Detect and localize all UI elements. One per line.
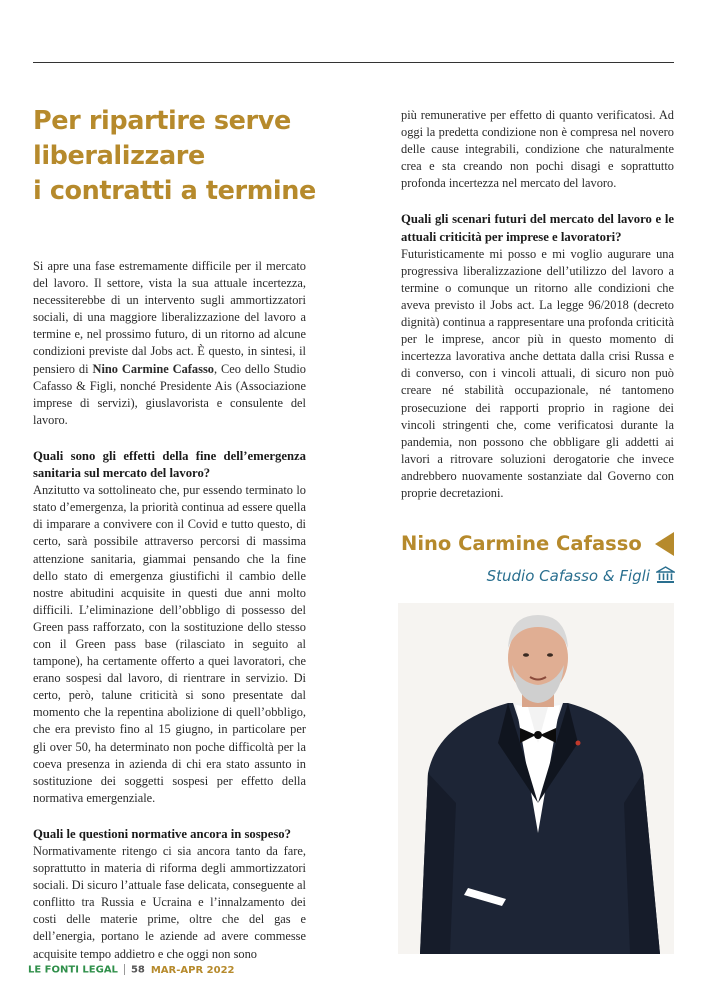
question-3: Quali gli scenari futuri del mercato del lavoro e le attuali criticità per imprese e lavoratori?: [401, 212, 674, 244]
answer-2: Normativamente ritengo ci sia ancora tanto da fare, soprattutto in materia di riforma degli ammortizzatori sociali. Di sicuro l’attuale fase delicata, conseguente al conflitto tra Russia e Ucraina e l’innalzamento dei costi delle materie prime, oltre che del gas e dell’energia, portano le aziende ad avere commesse acquisite tempo addietro e che oggi non sono: [33, 844, 306, 961]
left-column: [33, 258, 306, 963]
issue-date: MAR-APR 2022: [150, 964, 235, 976]
profile-name: Nino Carmine Cafasso: [401, 532, 642, 555]
title-line-2: liberalizzare: [33, 141, 205, 171]
triangle-arrow-icon: [655, 532, 674, 556]
intro-name: Nino Carmine Cafasso: [92, 361, 214, 376]
question-2: Quali le questioni normative ancora in sospeso?: [33, 826, 291, 841]
intro-tail: , Ceo dello Studio Cafasso & Figli, nonché Presidente Ais (Associazione imprese di servizi), giuslavorista e consulente del lavoro.: [33, 361, 306, 427]
page-footer: [28, 964, 234, 976]
page-number: 58: [130, 964, 145, 976]
title-line-1: Per ripartire serve: [33, 106, 291, 136]
magazine-brand: LE FONTI LEGAL: [28, 964, 118, 976]
answer-3: Futuristicamente mi posso e mi voglio augurare una progressiva liberalizzazione dell’utilizzo del lavoro a termine o comunque un ritorno alle condizioni che aveva previsto il Jobs act. La legge 96/2018 (decreto dignità) continua a rappresentare una profonda criticità per le imprese, ancor più in questo momento di incertezza lavorativa anche dettata dalla crisi Russa e di converso, con i vincoli attuali, di sicuro non può creare né stabilità occupazionale, né tantomeno prosecuzione dei rapporti proprio in ragione dei vincoli stringenti che, come verificatosi durante la pandemia, non possono che obbligare gli addetti ai lavori a ritrovare soluzioni derogatorie che invece andrebbero nuovamente sostanziate dal Governo con proprie decretazioni.: [401, 246, 674, 500]
question-1: Quali sono gli effetti della fine dell’emergenza sanitaria sul mercato del lavoro?: [33, 448, 306, 481]
profile-firm: Studio Cafasso & Figli: [486, 567, 650, 585]
answer-1: Anzitutto va sottolineato che, pur essendo terminato lo stato d’emergenza, la priorità continua ad essere quella di imparare a convivere con il Covid e tutto questo, di certo, sarà possibile attraverso percorsi di massima attenzione sanitaria, giammai pensando che la fine dello stato di emergenza giustifichi il cambio delle nostre abitudini acquisite in questi due anni molto difficili. L’eliminazione dell’obbligo di possesso del Green pass rafforzato, con la sostituzione dello stesso con il Green pass base (rilasciato in seguito al tampone), ha certamente offerto a quei lavoratori, che erano sospesi dal lavoro, di rientrare in servizio. Di certo, però, talune criticità si sono presentate dal momento che la repentina abolizione di quell’obbligo, che era previsto fino al 15 giugno, in particolare per gli over 50, ha determinato non poche difficoltà per la coeva presenza in azienda di chi era stato assunto in sostituzione dei soggetti sospesi per effetto della normativa emergenziale.: [33, 483, 306, 805]
answer-2-continued: più remunerative per effetto di quanto verificatosi. Ad oggi la predetta condizione non è compresa nel novero delle cause integrabili, condizione che naturalmente crea e sta creando non pochi disagi e soprattutto profonda incertezza nel mercato del lavoro.: [401, 108, 674, 191]
bank-building-icon: [656, 566, 675, 584]
intro-paragraph: [33, 258, 306, 429]
portrait-photo: [398, 603, 674, 954]
top-rule: [33, 62, 674, 63]
intro-text: Si apre una fase estremamente difficile per il mercato del lavoro. Il settore, vista la sua attuale incertezza, necessiterebbe di un intervento sugli ammortizzatori sociali, di una maggiore liberalizzazione del lavoro a termine e, nel prossimo futuro, di un ritorno ad alcune condizioni previste dal Jobs act. È questo, in sintesi, il pensiero di: [33, 259, 306, 376]
right-column: [401, 107, 674, 502]
article-title: [33, 104, 353, 209]
title-line-3: i contratti a termine: [33, 176, 316, 206]
footer-divider: [124, 964, 125, 975]
portrait-illustration: [398, 603, 674, 954]
